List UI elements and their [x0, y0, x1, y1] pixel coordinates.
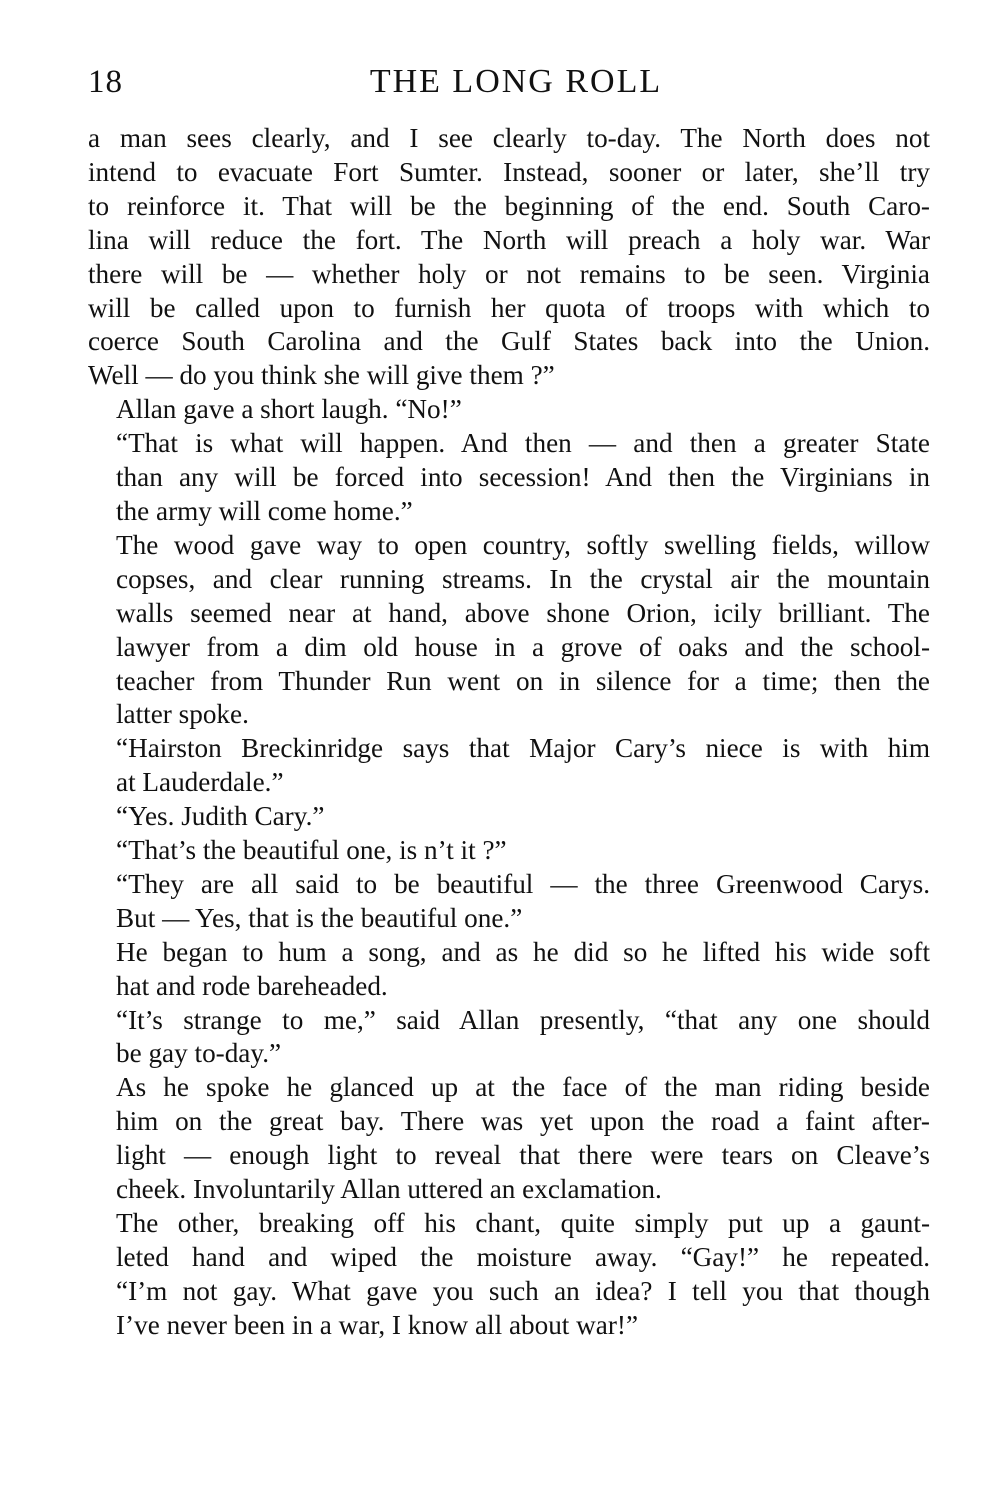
text-line: “I’m not gay. What gave you such an idea? I tell you that though	[116, 1275, 930, 1306]
paragraph	[88, 393, 930, 427]
text-line: copses, and clear running streams. In the crystal air the mountain	[116, 563, 930, 594]
text-line: there will be — whether holy or not remains to be seen. Virginia	[88, 258, 930, 289]
paragraph	[88, 800, 930, 834]
text-line: “Yes. Judith Cary.”	[116, 801, 325, 832]
text-line: hat and rode bareheaded.	[116, 970, 388, 1001]
text-line: cheek. Involuntarily Allan uttered an exclamation.	[116, 1174, 662, 1205]
text-line: “Hairston Breckinridge says that Major Cary’s niece is with him	[116, 733, 930, 764]
text-line: light — enough light to reveal that there were tears on Cleave’s	[116, 1140, 930, 1171]
paragraph	[88, 936, 930, 1004]
text-line: at Lauderdale.”	[116, 767, 284, 798]
text-line: lina will reduce the fort. The North will preach a holy war. War	[88, 224, 930, 255]
text-line: “That’s the beautiful one, is n’t it ?”	[116, 835, 507, 866]
paragraph	[88, 427, 930, 529]
text-line: “It’s strange to me,” said Allan presently, “that any one should	[116, 1004, 930, 1035]
text-line: coerce South Carolina and the Gulf States back into the Union.	[88, 326, 930, 357]
text-line: “They are all said to be beautiful — the three Greenwood Carys.	[116, 868, 930, 899]
text-line: “That is what will happen. And then — and then a greater State	[116, 428, 930, 459]
book-page	[88, 58, 930, 1343]
text-line: I’ve never been in a war, I know all about war!”	[116, 1309, 639, 1340]
text-line: than any will be forced into secession! And then the Virginians in	[116, 462, 930, 493]
paragraph	[88, 732, 930, 800]
text-line: But — Yes, that is the beautiful one.”	[116, 902, 523, 933]
text-line: latter spoke.	[116, 699, 249, 730]
text-line: to reinforce it. That will be the beginning of the end. South Caro-	[88, 190, 930, 221]
text-line: the army will come home.”	[116, 495, 413, 526]
text-line: lawyer from a dim old house in a grove of oaks and the school-	[116, 631, 930, 662]
text-line: will be called upon to furnish her quota of troops with which to	[88, 292, 930, 323]
text-line: intend to evacuate Fort Sumter. Instead, sooner or later, she’ll try	[88, 156, 930, 187]
text-line: him on the great bay. There was yet upon the road a faint after-	[116, 1106, 930, 1137]
text-line: The other, breaking off his chant, quite simply put up a gaunt-	[116, 1208, 930, 1238]
paragraph	[88, 834, 930, 868]
paragraph	[88, 868, 930, 936]
text-line: be gay to-day.”	[116, 1038, 282, 1069]
text-line: Allan gave a short laugh. “No!”	[116, 394, 462, 425]
text-line: a man sees clearly, and I see clearly to-day. The North does not	[88, 123, 930, 153]
running-header	[88, 58, 930, 106]
text-line: walls seemed near at hand, above shone Orion, icily brilliant. The	[116, 597, 930, 628]
text-line: leted hand and wiped the moisture away. “Gay!” he repeated.	[116, 1241, 930, 1272]
text-line: Well — do you think she will give them ?”	[88, 360, 555, 391]
text-line: teacher from Thunder Run went on in silence for a time; then the	[116, 665, 930, 696]
text-line: The wood gave way to open country, softly swelling fields, willow	[116, 529, 930, 560]
paragraph	[88, 1207, 930, 1343]
text-line: As he spoke he glanced up at the face of the man riding beside	[116, 1072, 930, 1103]
page-number: 18	[88, 64, 123, 100]
book-title: THE LONG ROLL	[369, 63, 663, 100]
text-line: He began to hum a song, and as he did so he lifted his wide soft	[116, 936, 930, 967]
paragraph	[88, 529, 930, 732]
paragraph	[88, 1071, 930, 1207]
paragraph	[88, 1004, 930, 1072]
paragraph	[88, 122, 930, 393]
body-text	[88, 122, 930, 1343]
